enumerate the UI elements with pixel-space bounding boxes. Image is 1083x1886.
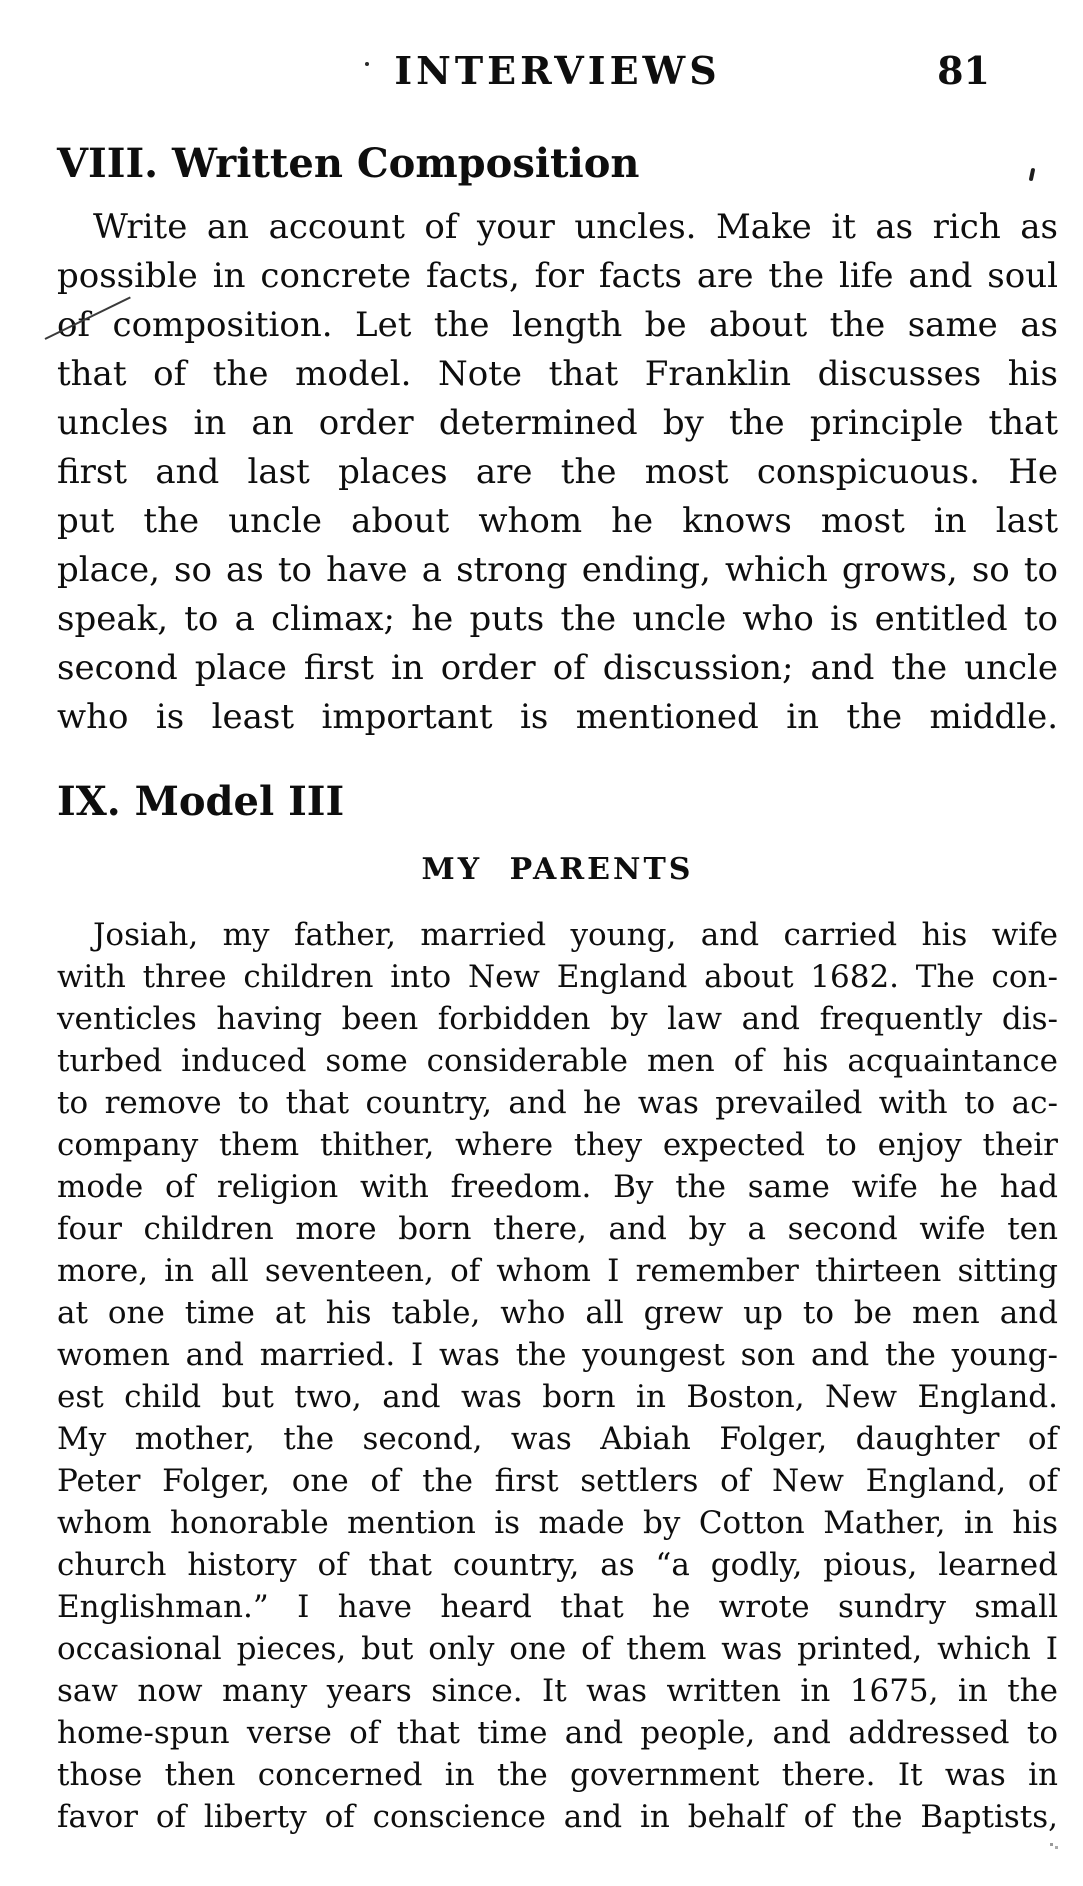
text-line: women and married. I was the youngest son and the young- [57, 1337, 1058, 1373]
text-line: of composition. Let the length be about the same as [57, 305, 1058, 345]
text-line: home-spun verse of that time and people, and addressed to [57, 1715, 1058, 1751]
paragraph-my-parents [57, 914, 1058, 1838]
text-line: occasional pieces, but only one of them was printed, which I [57, 1631, 1058, 1667]
text-line: second place first in order of discussion; and the uncle [57, 648, 1058, 688]
text-line: Peter Folger, one of the first settlers of New England, of [57, 1463, 1058, 1499]
text-line: speak, to a climax; he puts the uncle who is entitled to [57, 599, 1058, 639]
text-line: more, in all seventeen, of whom I remember thirteen sitting [57, 1253, 1058, 1289]
text-line: Write an account of your uncles. Make it as rich as [93, 207, 1058, 247]
text-line: four children more born there, and by a second wife ten [57, 1211, 1058, 1247]
running-head [57, 48, 1058, 93]
section-heading-model-iii: IX. Model III [57, 778, 345, 825]
text-line: first and last places are the most conspicuous. He [57, 452, 1058, 492]
page-number: 81 [937, 48, 990, 93]
text-line: mode of religion with freedom. By the same wife he had [57, 1169, 1058, 1205]
text-line: to remove to that country, and he was prevailed with to ac- [57, 1085, 1058, 1121]
subheading-my-parents: MY PARENTS [421, 852, 694, 887]
paragraph-written-composition [57, 203, 1058, 742]
text-line: who is least important is mentioned in the middle. [57, 697, 1058, 737]
text-line: venticles having been forbidden by law and frequently dis- [57, 1001, 1058, 1037]
text-line: My mother, the second, was Abiah Folger, daughter of [57, 1421, 1058, 1457]
text-line: possible in concrete facts, for facts are the life and soul [57, 256, 1058, 296]
text-line: company them thither, where they expected to enjoy their [57, 1127, 1058, 1163]
text-line: at one time at his table, who all grew up to be men and [57, 1295, 1058, 1331]
scan-artifact-mark [1029, 168, 1036, 182]
section-heading-written-composition: VIII. Written Composition [57, 140, 640, 187]
text-line: Josiah, my father, married young, and carried his wife [93, 917, 1058, 953]
text-line: saw now many years since. It was written in 1675, in the [57, 1673, 1058, 1709]
text-line: est child but two, and was born in Boston, New England. [57, 1379, 1058, 1415]
text-line: those then concerned in the government there. It was in [57, 1757, 1058, 1793]
scan-artifact-bottom-speck [1050, 1843, 1053, 1846]
text-line: put the uncle about whom he knows most in last [57, 501, 1058, 541]
scan-artifact-speck [365, 62, 369, 66]
text-line: uncles in an order determined by the principle that [57, 403, 1058, 443]
text-line: whom honorable mention is made by Cotton Mather, in his [57, 1505, 1058, 1541]
text-line: that of the model. Note that Franklin discusses his [57, 354, 1058, 394]
text-line: turbed induced some considerable men of his acquaintance [57, 1043, 1058, 1079]
text-line: church history of that country, as “a godly, pious, learned [57, 1547, 1058, 1583]
text-line: Englishman.” I have heard that he wrote sundry small [57, 1589, 1058, 1625]
text-line: place, so as to have a strong ending, which grows, so to [57, 550, 1058, 590]
text-line: favor of liberty of conscience and in behalf of the Baptists, [57, 1799, 1058, 1835]
running-head-title: INTERVIEWS [394, 48, 721, 93]
text-line: with three children into New England about 1682. The con- [57, 959, 1058, 995]
